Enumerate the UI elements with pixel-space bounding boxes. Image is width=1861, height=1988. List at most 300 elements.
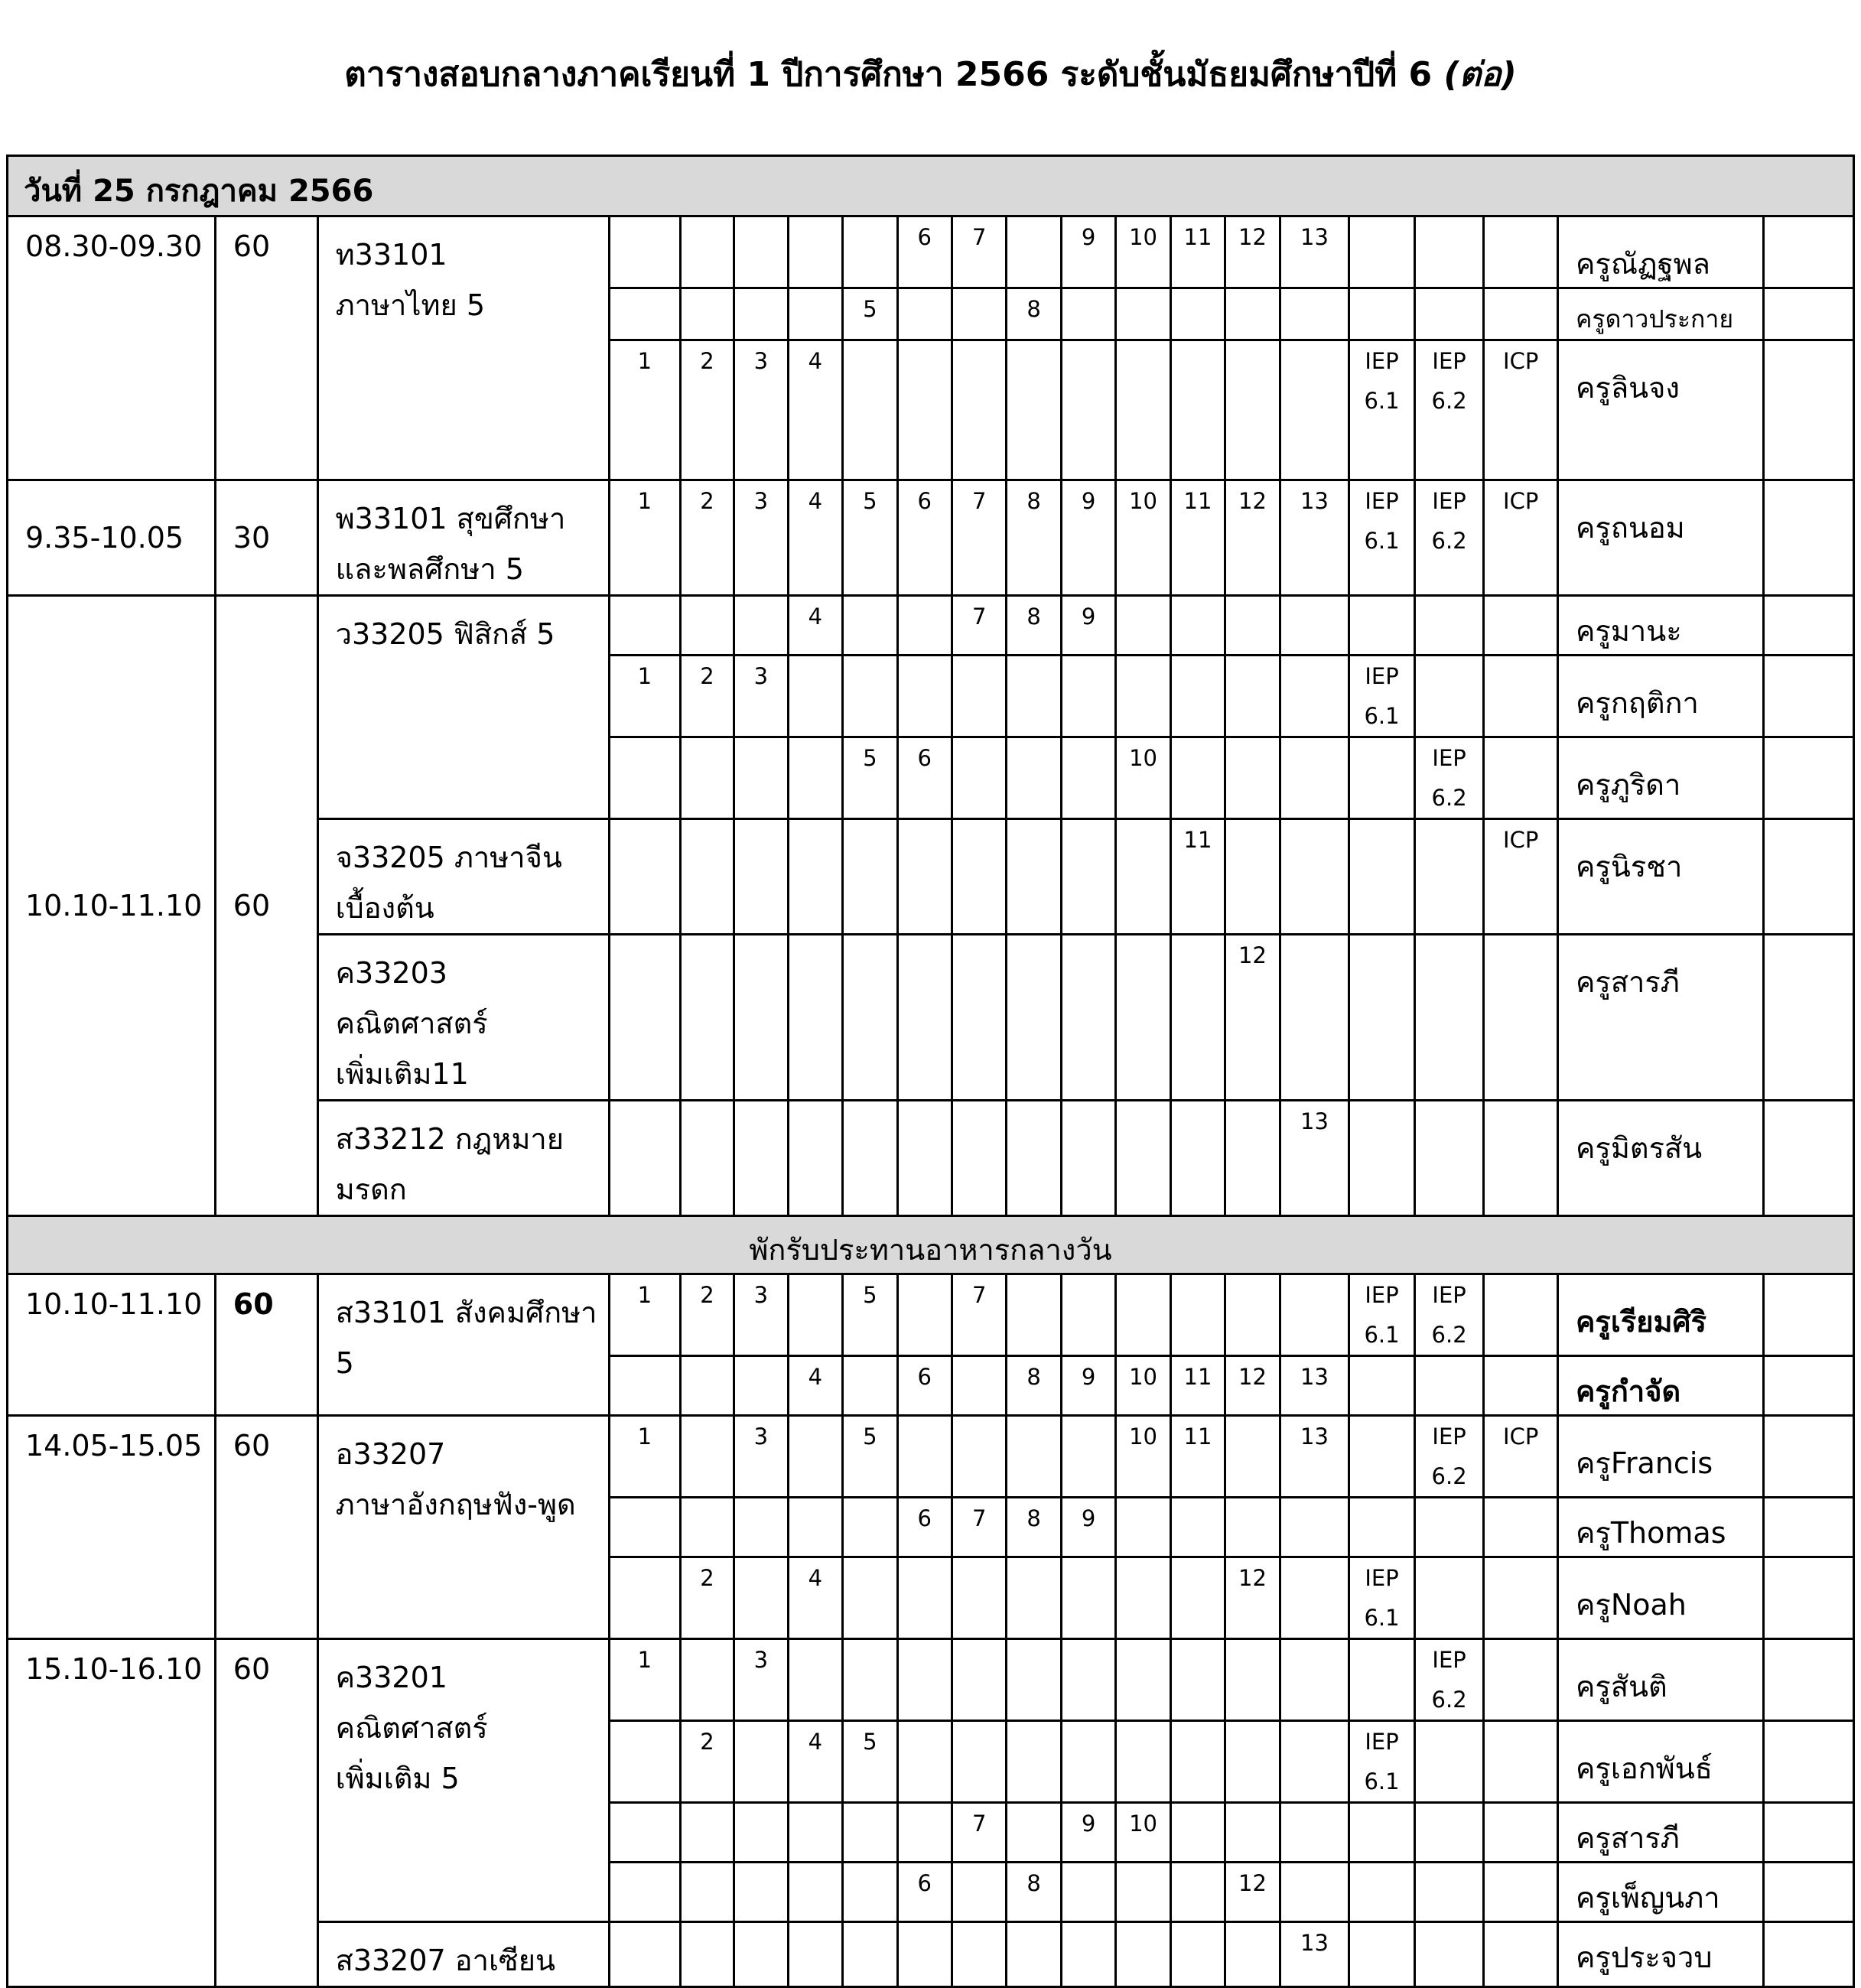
class-mark: 7	[971, 1811, 987, 1837]
class-cell	[1007, 656, 1061, 737]
class-cell	[952, 935, 1006, 1101]
class-cell	[1414, 1557, 1484, 1639]
class-cell	[1116, 656, 1170, 737]
class-cell	[1349, 656, 1415, 737]
class-cell	[1414, 1922, 1484, 1987]
class-mark: 8	[1026, 1870, 1041, 1896]
title-main: ตารางสอบกลางภาคเรียนที่ 1 ปีการศึกษา 2566 ระดับชั้นมัธยมศึกษาปีที่ 6	[344, 55, 1433, 94]
class-cell	[1116, 596, 1170, 656]
class-cell	[1225, 1356, 1280, 1416]
class-mark: 10	[1129, 745, 1157, 771]
class-cell	[1007, 935, 1061, 1101]
empty-cell	[1763, 1639, 1853, 1721]
class-cell	[843, 1803, 897, 1863]
class-cell	[843, 1863, 897, 1922]
class-cell	[843, 596, 897, 656]
class-cell	[843, 480, 897, 596]
class-mark: IEP 6.1	[1364, 663, 1400, 729]
class-cell	[897, 1922, 952, 1987]
class-cell	[952, 1721, 1006, 1803]
class-mark: 9	[1081, 224, 1096, 250]
class-cell	[952, 480, 1006, 596]
class-cell	[610, 288, 681, 340]
duration-cell: 60	[233, 229, 271, 263]
class-cell	[1349, 1863, 1415, 1922]
time-cell: 10.10-11.10	[25, 1287, 203, 1321]
class-cell	[1007, 819, 1061, 935]
subject-line: ส33101 สังคมศึกษา	[335, 1296, 597, 1329]
class-cell	[1414, 737, 1484, 819]
class-mark: 12	[1238, 1870, 1267, 1896]
class-mark: IEP 6.1	[1364, 1565, 1400, 1631]
class-cell	[788, 656, 842, 737]
subject-line: เบื้องต้น	[335, 891, 434, 925]
class-mark: 9	[1081, 488, 1096, 514]
class-cell	[1116, 1803, 1170, 1863]
class-cell	[1170, 737, 1225, 819]
class-cell	[734, 1356, 788, 1416]
class-cell	[734, 480, 788, 596]
class-cell	[1116, 340, 1170, 480]
class-cell	[1484, 1922, 1558, 1987]
class-cell	[1225, 216, 1280, 288]
class-cell	[788, 1498, 842, 1557]
class-cell	[897, 1557, 952, 1639]
class-mark: 3	[753, 663, 769, 689]
class-cell	[1007, 1639, 1061, 1721]
class-cell	[610, 1639, 681, 1721]
class-cell	[1349, 596, 1415, 656]
subject-line: และพลศึกษา 5	[335, 552, 524, 586]
class-cell	[1414, 1356, 1484, 1416]
class-mark: 6	[917, 224, 932, 250]
class-mark: 6	[917, 745, 932, 771]
class-cell	[1170, 340, 1225, 480]
class-cell	[1484, 1863, 1558, 1922]
teacher-cell: ครูกำจัด	[1576, 1375, 1681, 1408]
class-cell	[897, 1274, 952, 1356]
teacher-cell: ครูNoah	[1576, 1588, 1687, 1622]
class-cell	[897, 288, 952, 340]
class-mark: 2	[700, 1282, 714, 1308]
empty-cell	[1763, 1498, 1853, 1557]
class-cell	[1061, 1274, 1115, 1356]
empty-cell	[1763, 216, 1853, 288]
class-cell	[843, 656, 897, 737]
class-cell	[843, 1557, 897, 1639]
class-mark: 13	[1300, 1423, 1329, 1450]
class-cell	[843, 1356, 897, 1416]
class-cell	[1414, 1101, 1484, 1216]
table-row	[8, 216, 1854, 288]
class-cell	[610, 737, 681, 819]
class-cell	[1349, 1803, 1415, 1863]
class-mark: 2	[700, 348, 714, 374]
class-cell	[734, 1721, 788, 1803]
class-mark: 11	[1183, 1364, 1212, 1390]
subject-line: ส33207 อาเซียน	[335, 1944, 555, 1977]
class-mark: 10	[1129, 1811, 1157, 1837]
empty-cell	[1763, 288, 1853, 340]
class-cell	[1061, 935, 1115, 1101]
class-cell	[1116, 1557, 1170, 1639]
class-cell	[1414, 935, 1484, 1101]
class-cell	[1225, 819, 1280, 935]
class-cell	[1007, 1803, 1061, 1863]
class-cell	[680, 216, 734, 288]
class-cell	[1349, 216, 1415, 288]
subject-line: ภาษาอังกฤษฟัง-พูด	[335, 1488, 576, 1521]
class-cell	[1484, 1416, 1558, 1498]
duration-cell: 60	[233, 1429, 271, 1463]
subject-cell	[319, 481, 608, 594]
class-cell	[1414, 596, 1484, 656]
class-cell	[610, 1863, 681, 1922]
class-cell	[788, 1101, 842, 1216]
class-cell	[1349, 340, 1415, 480]
class-cell	[1225, 340, 1280, 480]
empty-cell	[1763, 1721, 1853, 1803]
class-cell	[1170, 1274, 1225, 1356]
class-cell	[1061, 1639, 1115, 1721]
class-cell	[1170, 1356, 1225, 1416]
class-cell	[1349, 1922, 1415, 1987]
class-cell	[788, 596, 842, 656]
class-cell	[1170, 1639, 1225, 1721]
class-cell	[1061, 216, 1115, 288]
class-cell	[680, 1274, 734, 1356]
class-cell	[1116, 1356, 1170, 1416]
subject-line: ส33212 กฎหมาย	[335, 1122, 564, 1156]
class-cell	[610, 1922, 681, 1987]
class-mark: IEP 6.2	[1431, 1282, 1467, 1348]
class-cell	[734, 935, 788, 1101]
class-cell	[680, 656, 734, 737]
class-cell	[897, 596, 952, 656]
class-cell	[734, 819, 788, 935]
class-mark: 10	[1129, 488, 1157, 514]
subject-cell	[319, 1275, 608, 1388]
duration-cell: 60	[233, 1287, 274, 1321]
class-cell	[1349, 737, 1415, 819]
empty-cell	[1763, 1101, 1853, 1216]
class-cell	[952, 1416, 1006, 1498]
subject-cell	[319, 1640, 608, 1804]
class-cell	[1225, 1922, 1280, 1987]
class-cell	[1116, 1274, 1170, 1356]
class-cell	[734, 216, 788, 288]
class-cell	[1007, 737, 1061, 819]
subject-line: พ33101 สุขศึกษา	[335, 502, 566, 535]
class-cell	[1280, 656, 1349, 737]
class-cell	[897, 1803, 952, 1863]
time-cell: 10.10-11.10	[25, 889, 203, 922]
class-cell	[843, 340, 897, 480]
class-cell	[897, 1639, 952, 1721]
class-mark: 12	[1238, 942, 1267, 968]
class-mark: 10	[1129, 1423, 1157, 1450]
class-cell	[1280, 1356, 1349, 1416]
teacher-cell: ครูมานะ	[1576, 614, 1682, 648]
class-cell	[1061, 596, 1115, 656]
class-cell	[680, 1356, 734, 1416]
class-cell	[1414, 1416, 1484, 1498]
class-cell	[680, 737, 734, 819]
band-row	[8, 156, 1854, 216]
class-cell	[897, 1498, 952, 1557]
class-cell	[1414, 340, 1484, 480]
class-cell	[734, 1274, 788, 1356]
class-cell	[952, 737, 1006, 819]
class-cell	[1116, 1416, 1170, 1498]
class-mark: 3	[753, 1282, 769, 1308]
class-cell	[897, 737, 952, 819]
class-cell	[1349, 1101, 1415, 1216]
class-mark: 1	[637, 1282, 652, 1308]
subject-cell	[319, 217, 608, 330]
teacher-cell: ครูลินจง	[1576, 371, 1680, 405]
class-cell	[1170, 480, 1225, 596]
class-cell	[734, 1863, 788, 1922]
class-cell	[680, 480, 734, 596]
class-cell	[1484, 1274, 1558, 1356]
teacher-cell: ครูประจวบ	[1576, 1941, 1713, 1974]
class-cell	[1116, 1721, 1170, 1803]
class-cell	[1280, 1863, 1349, 1922]
class-cell	[1007, 1498, 1061, 1557]
class-cell	[1280, 1922, 1349, 1987]
class-cell	[1414, 1639, 1484, 1721]
class-mark: 1	[637, 1647, 652, 1673]
class-mark: 7	[971, 488, 987, 514]
class-cell	[610, 1803, 681, 1863]
class-cell	[734, 737, 788, 819]
table-row	[8, 596, 1854, 656]
class-mark: 4	[808, 604, 823, 630]
lunch-break: พักรับประทานอาหารกลางวัน	[749, 1233, 1112, 1267]
class-cell	[734, 1101, 788, 1216]
empty-cell	[1763, 596, 1853, 656]
class-mark: 8	[1026, 296, 1041, 322]
class-mark: ICP	[1503, 348, 1539, 374]
class-cell	[680, 596, 734, 656]
class-cell	[1007, 340, 1061, 480]
class-cell	[1484, 1101, 1558, 1216]
subject-cell	[319, 1417, 608, 1530]
class-cell	[1170, 1803, 1225, 1863]
class-cell	[952, 340, 1006, 480]
empty-cell	[1763, 480, 1853, 596]
empty-cell	[1763, 1863, 1853, 1922]
class-mark: 11	[1183, 488, 1212, 514]
class-mark: 5	[863, 745, 877, 771]
empty-cell	[1763, 1557, 1853, 1639]
duration-cell: 30	[233, 521, 271, 555]
class-cell	[610, 1274, 681, 1356]
class-cell	[1414, 819, 1484, 935]
class-cell	[1007, 1274, 1061, 1356]
class-mark: 5	[863, 1282, 877, 1308]
teacher-cell: ครูสันติ	[1576, 1670, 1667, 1703]
class-cell	[1414, 1721, 1484, 1803]
class-mark: IEP 6.2	[1431, 488, 1467, 554]
class-cell	[680, 1922, 734, 1987]
class-mark: 5	[863, 1423, 877, 1450]
class-cell	[734, 288, 788, 340]
class-cell	[680, 288, 734, 340]
teacher-cell: ครูนิรชา	[1576, 850, 1683, 883]
class-cell	[1061, 656, 1115, 737]
class-mark: 13	[1300, 224, 1329, 250]
teacher-cell: ครูดาวประกาย	[1576, 304, 1734, 334]
class-cell	[1349, 480, 1415, 596]
class-cell	[1170, 819, 1225, 935]
teacher-cell: ครูสารภี	[1576, 1821, 1680, 1855]
table-row	[8, 1416, 1854, 1498]
class-cell	[1116, 935, 1170, 1101]
class-mark: 7	[971, 1505, 987, 1531]
class-cell	[952, 1922, 1006, 1987]
time-cell: 15.10-16.10	[25, 1652, 203, 1686]
class-cell	[610, 1557, 681, 1639]
class-cell	[1170, 1557, 1225, 1639]
class-cell	[1225, 1639, 1280, 1721]
class-mark: 1	[637, 488, 652, 514]
class-cell	[610, 480, 681, 596]
class-cell	[1280, 288, 1349, 340]
teacher-cell: ครูกฤติกา	[1576, 686, 1699, 720]
class-mark: 12	[1238, 224, 1267, 250]
class-mark: 9	[1081, 1811, 1096, 1837]
class-cell	[1007, 1863, 1061, 1922]
class-cell	[680, 1498, 734, 1557]
class-mark: 5	[863, 1729, 877, 1755]
class-cell	[734, 1557, 788, 1639]
class-cell	[952, 216, 1006, 288]
class-mark: 6	[917, 488, 932, 514]
class-mark: 2	[700, 488, 714, 514]
class-cell	[1007, 596, 1061, 656]
class-cell	[1170, 935, 1225, 1101]
class-cell	[1349, 1557, 1415, 1639]
empty-cell	[1763, 1356, 1853, 1416]
class-cell	[610, 819, 681, 935]
class-cell	[952, 1356, 1006, 1416]
empty-cell	[1763, 1803, 1853, 1863]
class-mark: 10	[1129, 224, 1157, 250]
empty-cell	[1763, 737, 1853, 819]
class-cell	[1280, 819, 1349, 935]
class-cell	[1225, 935, 1280, 1101]
class-cell	[1225, 1101, 1280, 1216]
class-cell	[1061, 480, 1115, 596]
class-cell	[1225, 1274, 1280, 1356]
class-cell	[610, 1101, 681, 1216]
class-mark: 7	[971, 604, 987, 630]
class-mark: ICP	[1503, 488, 1539, 514]
class-cell	[788, 1416, 842, 1498]
class-cell	[952, 1498, 1006, 1557]
class-cell	[843, 216, 897, 288]
class-mark: 6	[917, 1505, 932, 1531]
class-mark: 13	[1300, 488, 1329, 514]
class-cell	[1484, 288, 1558, 340]
class-cell	[952, 1803, 1006, 1863]
class-cell	[1280, 1803, 1349, 1863]
table-row	[8, 480, 1854, 596]
subject-line: เพิ่มเติม 5	[335, 1762, 460, 1795]
class-cell	[734, 340, 788, 480]
class-cell	[952, 1101, 1006, 1216]
class-cell	[680, 1721, 734, 1803]
class-cell	[734, 1498, 788, 1557]
class-mark: 1	[637, 1423, 652, 1450]
class-cell	[680, 1863, 734, 1922]
class-cell	[1116, 819, 1170, 935]
teacher-cell: ครูถนอม	[1576, 511, 1685, 545]
class-mark: 4	[808, 488, 823, 514]
subject-cell	[319, 820, 608, 933]
class-mark: 12	[1238, 1565, 1267, 1591]
class-cell	[1170, 596, 1225, 656]
class-mark: 9	[1081, 604, 1096, 630]
class-cell	[1116, 1639, 1170, 1721]
class-cell	[788, 1557, 842, 1639]
class-mark: IEP 6.1	[1364, 1729, 1400, 1794]
class-cell	[1280, 1498, 1349, 1557]
class-cell	[788, 1639, 842, 1721]
teacher-cell: ครูภูริดา	[1576, 768, 1681, 802]
class-mark: 4	[808, 1364, 823, 1390]
class-cell	[843, 1416, 897, 1498]
class-cell	[952, 596, 1006, 656]
class-cell	[1170, 216, 1225, 288]
class-cell	[1484, 935, 1558, 1101]
class-mark: 9	[1081, 1505, 1096, 1531]
class-cell	[1349, 935, 1415, 1101]
class-mark: 3	[753, 348, 769, 374]
class-cell	[1280, 1101, 1349, 1216]
class-mark: IEP 6.1	[1364, 1282, 1400, 1348]
class-cell	[1061, 1863, 1115, 1922]
class-cell	[1225, 1721, 1280, 1803]
class-cell	[1116, 288, 1170, 340]
class-mark: 4	[808, 1565, 823, 1591]
class-cell	[734, 1922, 788, 1987]
empty-cell	[1763, 935, 1853, 1101]
class-cell	[1116, 1863, 1170, 1922]
class-cell	[788, 935, 842, 1101]
subject-line: ภาษาไทย 5	[335, 288, 486, 322]
class-cell	[1280, 596, 1349, 656]
class-cell	[734, 1416, 788, 1498]
subject-cell	[319, 1101, 608, 1215]
class-cell	[610, 935, 681, 1101]
class-cell	[1349, 819, 1415, 935]
class-mark: 13	[1300, 1364, 1329, 1390]
class-cell	[952, 1274, 1006, 1356]
class-cell	[1414, 216, 1484, 288]
class-cell	[1349, 1498, 1415, 1557]
class-mark: 2	[700, 663, 714, 689]
class-mark: 3	[753, 1423, 769, 1450]
class-mark: 13	[1300, 1930, 1329, 1956]
subject-line: อ33207	[335, 1437, 446, 1471]
class-mark: 7	[971, 224, 987, 250]
class-mark: IEP 6.2	[1431, 1647, 1467, 1713]
class-cell	[680, 819, 734, 935]
class-cell	[1484, 1803, 1558, 1863]
